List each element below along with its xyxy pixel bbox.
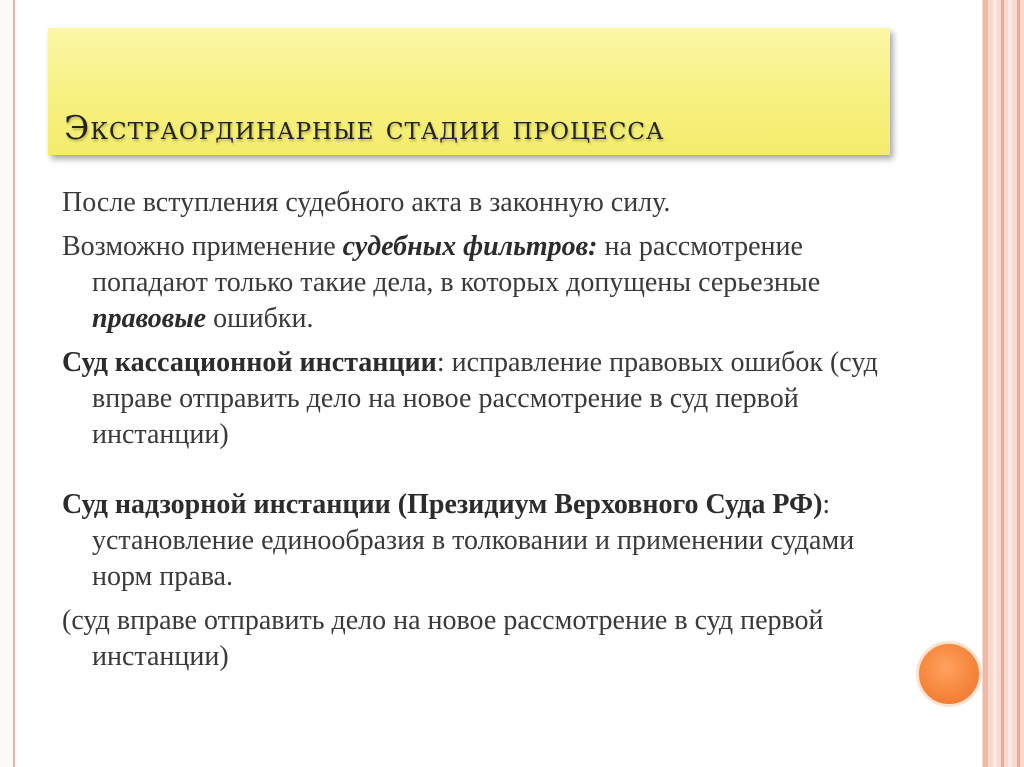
- paragraph-remand-note: (суд вправе отправить дело на новое рассмотрение в суд первой инстанции): [62, 605, 824, 672]
- slide-title: Экстраординарные стадии процесса: [64, 108, 665, 147]
- stripe: [1001, 0, 1004, 767]
- paragraph-cassation: [62, 345, 882, 453]
- left-border: [0, 0, 18, 767]
- right-decorative-stripes: [982, 0, 1024, 767]
- text: на рассмотрение попадают только такие дела, в которых допущены серьезные: [92, 231, 821, 298]
- stripe: [1008, 0, 1012, 767]
- stripe: [1017, 0, 1020, 767]
- stripe: [983, 0, 988, 767]
- paragraph-court-filters: [62, 229, 882, 337]
- text: : исправление правовых ошибок (суд вправе отправить дело на новое рассмотрение в суд первой инстанции): [92, 347, 878, 450]
- text: ошибки.: [206, 303, 314, 334]
- orange-circle-decoration: [916, 641, 982, 707]
- emphasis-court-filters: судебных фильтров:: [342, 231, 598, 262]
- paragraph-supervisory: [62, 487, 882, 595]
- term-supervisory-court: Суд надзорной инстанции (Президиум Верховного Суда РФ): [62, 489, 823, 520]
- stripe: [993, 0, 997, 767]
- emphasis-legal: правовые: [92, 303, 207, 334]
- text: Возможно применение: [62, 231, 343, 262]
- text: : установление единообразия в толковании и применении судами норм права.: [92, 489, 855, 592]
- paragraph-effective-date: После вступления судебного акта в законную силу.: [62, 187, 671, 218]
- slide-body: [62, 185, 882, 683]
- term-cassation-court: Суд кассационной инстанции: [62, 347, 437, 378]
